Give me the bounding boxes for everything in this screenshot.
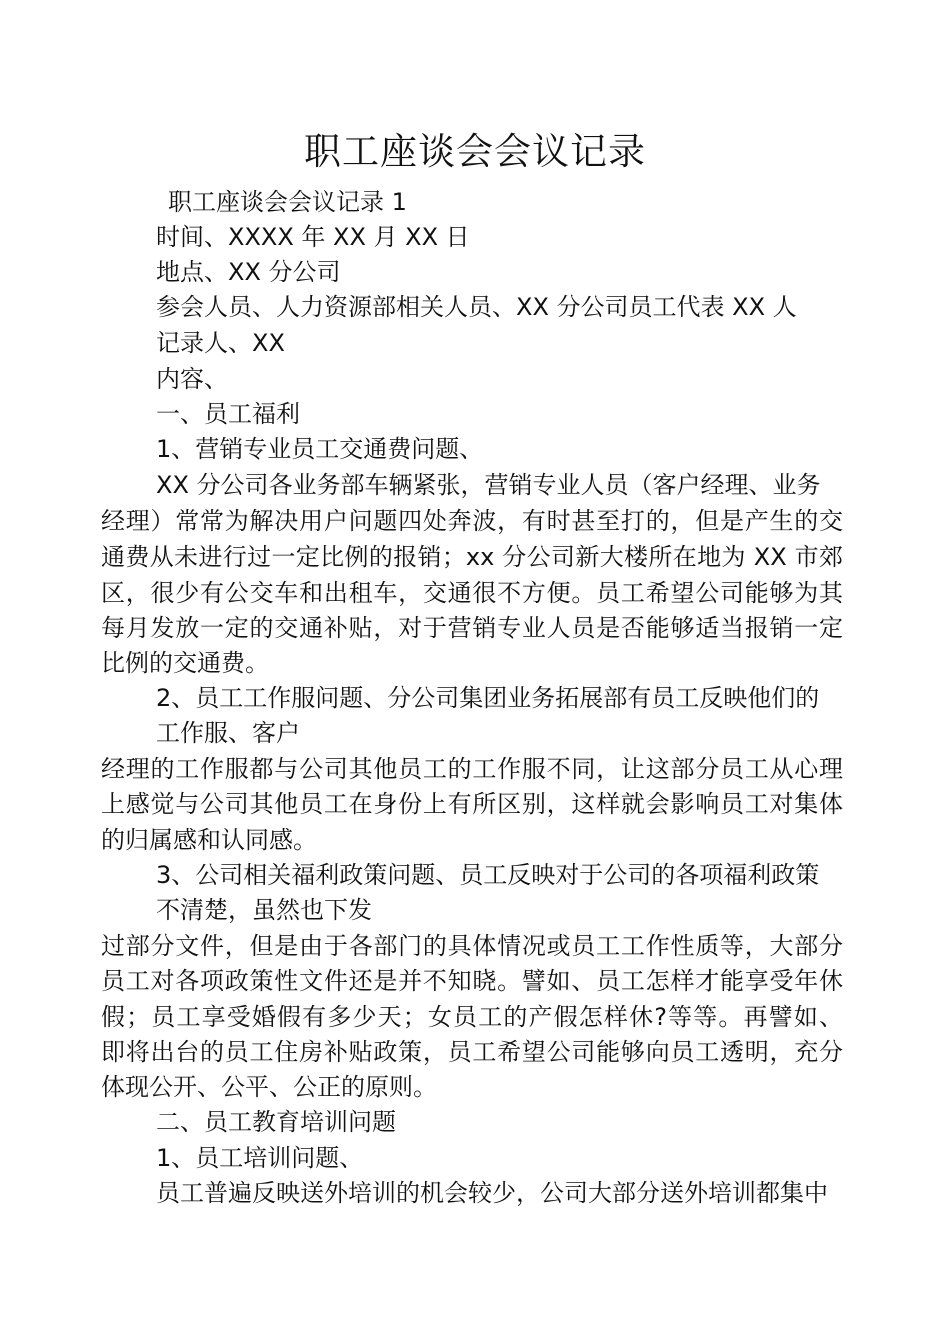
subsection-heading: 1、员工培训问题、 [156,1144,364,1172]
meeting-location: 地点、XX 分公司 [156,258,341,286]
paragraph-line: 上感觉与公司其他员工在身份上有所区别，这样就会影响员工对集体 [101,790,843,818]
section-heading: 一、员工福利 [156,400,300,428]
content-label: 内容、 [156,365,228,393]
paragraph-line: 不清楚，虽然也下发 [156,896,372,924]
meeting-attendees: 参会人员、人力资源部相关人员、XX 分公司员工代表 XX 人 [156,293,797,321]
paragraph-line: 体现公开、公平、公正的原则。 [101,1073,437,1101]
paragraph-line: 员工对各项政策性文件还是并不知晓。譬如、员工怎样才能享受年休 [101,967,843,995]
paragraph-line: 3、公司相关福利政策问题、员工反映对于公司的各项福利政策 [156,861,820,889]
paragraph-line: 的归属感和认同感。 [101,826,317,854]
paragraph-line: 区，很少有公交车和出租车，交通很不方便。员工希望公司能够为其 [101,579,843,607]
subsection-heading: 1、营销专业员工交通费问题、 [156,435,484,463]
paragraph-line: 经理）常常为解决用户问题四处奔波，有时甚至打的，但是产生的交 [101,507,843,535]
paragraph-line: 假；员工享受婚假有多少天；女员工的产假怎样休?等等。再譬如、 [101,1003,843,1031]
paragraph-line: 比例的交通费。 [101,649,269,677]
paragraph-line: 经理的工作服都与公司其他员工的工作服不同，让这部分员工从心理 [101,755,843,783]
record-subtitle: 职工座谈会会议记录 1 [168,188,407,216]
paragraph-line: 每月发放一定的交通补贴，对于营销专业人员是否能够适当报销一定 [101,614,843,642]
paragraph-line: 工作服、客户 [156,719,300,747]
paragraph-line: 员工普遍反映送外培训的机会较少，公司大部分送外培训都集中 [156,1179,828,1207]
paragraph-line: 2、员工工作服问题、分公司集团业务拓展部有员工反映他们的 [156,684,820,712]
meeting-recorder: 记录人、XX [156,329,285,357]
paragraph-line: 过部分文件，但是由于各部门的具体情况或员工工作性质等，大部分 [101,932,843,960]
meeting-time: 时间、XXXX 年 XX 月 XX 日 [156,223,470,251]
paragraph-line: 通费从未进行过一定比例的报销；xx 分公司新大楼所在地为 XX 市郊 [101,543,843,571]
paragraph-line: XX 分公司各业务部车辆紧张，营销专业人员（客户经理、业务 [156,471,821,499]
section-heading: 二、员工教育培训问题 [156,1108,396,1136]
document-title: 职工座谈会会议记录 [304,130,646,173]
paragraph-line: 即将出台的员工住房补贴政策，员工希望公司能够向员工透明，充分 [101,1038,843,1066]
